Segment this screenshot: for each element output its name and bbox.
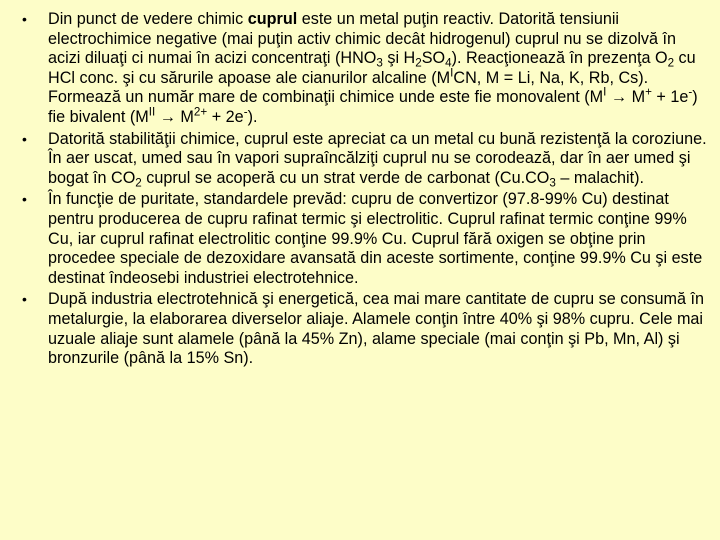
bullet-item-purity-standards (22, 190, 712, 288)
bullet-icon: • (22, 11, 27, 27)
bullet-icon: • (22, 291, 27, 308)
bullet-icon: • (22, 130, 27, 147)
subscript: 4 (445, 56, 452, 70)
superscript: 2+ (193, 105, 208, 119)
text-run: este un metal puţin reactiv. Datorită tensiunii electrochimice negative (mai puţin activ chimic decât hidrogenul) cuprul nu se dizolvă în acizi diluaţi ci numai în acizi concentraţi (HNO (48, 10, 677, 68)
emphasis-copper: cuprul (247, 10, 298, 28)
superscript: I (603, 85, 607, 99)
text-run: În funcţie de puritate, standardele prevăd: cupru de convertizor (97.8-99% Cu) destinat pentru producerea de cupru rafinat termic şi electrolitic. Cuprul rafinat termic conţine 99% Cu, iar cuprul rafinat electrolitic conţine 99.9% Cu. Cuprul fără oxigen se obţine prin procedee speciale de dezoxidare avansată din aceste sortimente, conţine 99.9% Cu şi este destinat îndeosebi industriei electrotehnice. (48, 190, 703, 287)
bullet-item-copper-reactivity (22, 10, 712, 128)
superscript: - (243, 105, 248, 119)
text-run: Datorită stabilităţii chimice, cuprul este apreciat ca un metal cu bună rezistenţă la coroziune. În aer uscat, umed sau în vapori supraîncălziţi cuprul nu se corodează, dar în aer umed şi bogat în CO (48, 129, 707, 187)
text-run: ) fie bivalent (M (48, 88, 698, 126)
text-run: ). Reacţionează în prezenţa O (451, 49, 668, 68)
text-run: cuprul se acoperă cu un strat verde de carbonat (Cu.CO (141, 168, 550, 187)
subscript: 2 (135, 176, 142, 190)
text-run: + 1e (651, 88, 689, 107)
text-run: CN, M = Li, Na, K, Rb, Cs). Formează un număr mare de combinaţii chimice unde este fie monovalent (M (48, 68, 649, 107)
subscript: 2 (667, 56, 675, 70)
text-run: ). (247, 107, 258, 126)
text-run: După industria electrotehnică şi energetică, cea mai mare cantitate de cupru se consumă în metalurgie, la elaborarea diverselor aliaje. Alamele conţin între 40% şi 98% cupru. Cele mai uzuale aliaje sunt alamele (până la 45% Zn), alame speciale (mai conţin şi Pb, Mn, Al) şi bronzurile (până la 15% Sn). (48, 290, 704, 368)
text-run: – malachit). (555, 168, 645, 187)
bullet-item-corrosion-resistance (22, 130, 712, 189)
subscript: 3 (376, 56, 383, 70)
bullet-icon: • (22, 191, 27, 208)
text-run: cu HCl conc. şi cu sărurile apoase ale cianurilor alcaline (M (48, 49, 696, 87)
subscript: 2 (415, 56, 422, 70)
superscript: I (450, 66, 454, 80)
text-run: SO (421, 49, 446, 68)
superscript: II (148, 105, 156, 119)
text-run: → M (155, 107, 194, 126)
superscript: - (688, 85, 693, 99)
text-run: → M (606, 88, 646, 107)
superscript: + (645, 85, 652, 99)
text-run: Din punct de vedere chimic (48, 10, 248, 28)
text-run: şi H (382, 49, 416, 68)
text-run: + 2e (207, 107, 244, 126)
bullet-item-alloys (22, 290, 712, 368)
bullet-list (22, 10, 712, 371)
subscript: 3 (549, 176, 556, 190)
